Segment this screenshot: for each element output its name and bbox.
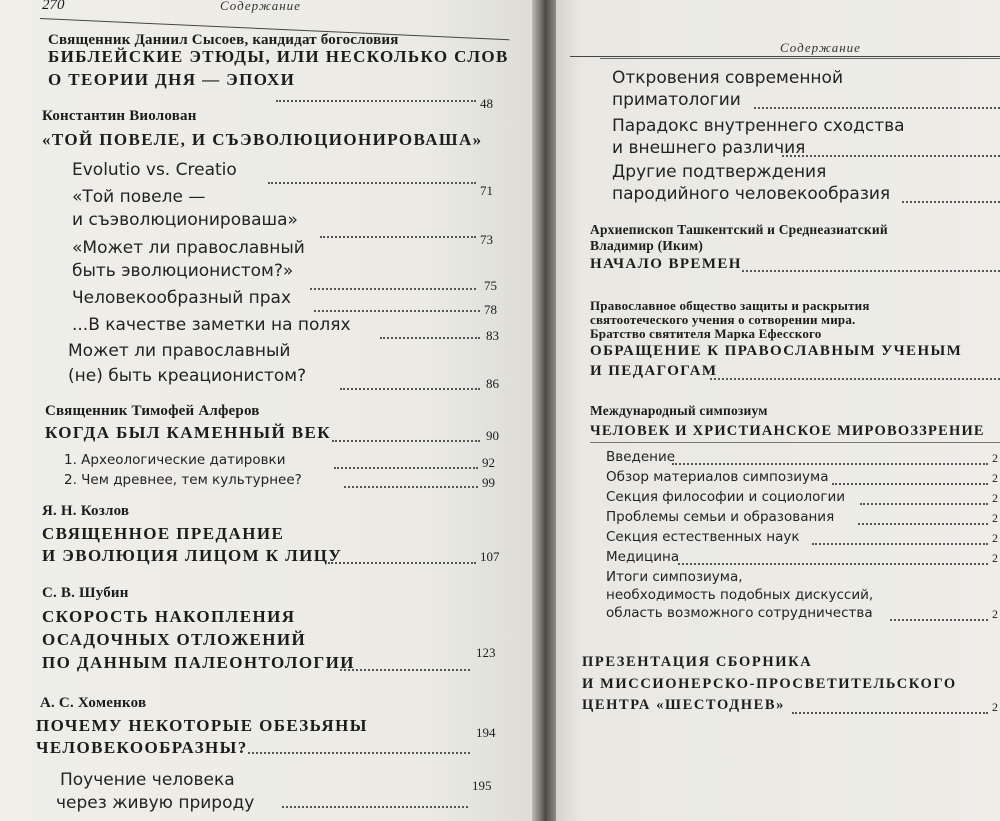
toc-page: 107 — [480, 549, 500, 564]
toc-title-line: И ЭВОЛЮЦИЯ ЛИЦОМ К ЛИЦУ — [42, 546, 343, 565]
leader-dots — [832, 483, 988, 485]
toc-author: Братство святителя Марка Ефесского — [590, 326, 822, 341]
leader-dots — [812, 543, 988, 545]
leader-dots — [328, 562, 476, 564]
toc-subentry: Проблемы семьи и образования — [606, 509, 835, 525]
toc-title-line: ЧЕЛОВЕК И ХРИСТИАНСКОЕ МИРОВОЗЗРЕНИЕ — [590, 423, 985, 439]
toc-title-line: ПОЧЕМУ НЕКОТОРЫЕ ОБЕЗЬЯНЫ — [36, 716, 368, 735]
toc-subentry: «Может ли православный — [72, 238, 305, 258]
toc-author: Константин Виолован — [42, 108, 197, 124]
toc-subentry: 1. Археологические датировки — [64, 452, 286, 468]
page-number: 270 — [42, 0, 65, 13]
toc-subentry: ...В качестве заметки на полях — [72, 315, 351, 335]
toc-page: 71 — [480, 183, 493, 198]
leader-dots — [782, 155, 1000, 157]
book-gutter — [532, 0, 556, 821]
leader-dots — [678, 563, 988, 565]
toc-author: Архиепископ Ташкентский и Среднеазиатский — [590, 222, 888, 237]
toc-title-line: ПРЕЗЕНТАЦИЯ СБОРНИКА — [582, 654, 813, 670]
running-head: Содержание — [220, 0, 301, 13]
toc-subentry: область возможного сотрудничества — [606, 605, 873, 621]
leader-dots — [380, 337, 480, 339]
toc-page: 78 — [484, 302, 497, 317]
toc-subentry: Другие подтверждения — [612, 162, 827, 182]
toc-page: 2 — [992, 511, 998, 525]
leader-dots — [334, 467, 478, 469]
toc-title-line: СВЯЩЕННОЕ ПРЕДАНИЕ — [42, 524, 285, 543]
toc-page: 99 — [482, 475, 495, 490]
toc-subentry: быть эволюционистом?» — [72, 261, 294, 281]
leader-dots — [890, 619, 988, 621]
toc-subentry: Откровения современной — [612, 68, 843, 88]
toc-title-line: ОБРАЩЕНИЕ К ПРАВОСЛАВНЫМ УЧЕНЫМ — [590, 343, 963, 359]
toc-author: Международный симпозиум — [590, 403, 768, 418]
toc-subentry: Может ли православный — [68, 341, 291, 361]
toc-title-line: СКОРОСТЬ НАКОПЛЕНИЯ — [42, 607, 296, 626]
toc-subentry: Evolutio vs. Creatio — [72, 160, 237, 180]
toc-page: 2 — [992, 531, 998, 545]
toc-title-line: ОСАДОЧНЫХ ОТЛОЖЕНИЙ — [42, 630, 307, 649]
toc-subentry: (не) быть креационистом? — [68, 366, 307, 386]
toc-title-line: ЦЕНТРА «ШЕСТОДНЕВ» — [582, 697, 785, 713]
leader-dots — [754, 107, 1000, 109]
toc-title-line: КОГДА БЫЛ КАМЕННЫЙ ВЕК — [45, 423, 331, 442]
leader-dots — [792, 712, 988, 714]
leader-dots — [672, 463, 988, 465]
toc-title-line: ЧЕЛОВЕКООБРАЗНЫ? — [36, 738, 248, 757]
toc-page: 73 — [480, 232, 493, 247]
leader-dots — [276, 100, 476, 102]
toc-page: 2 — [992, 700, 998, 714]
leader-dots — [314, 310, 480, 312]
leader-dots — [742, 270, 1000, 272]
toc-title-line: «ТОЙ ПОВЕЛЕ, И СЪЭВОЛЮЦИОНИРОВАША» — [42, 130, 483, 149]
toc-page: 86 — [486, 376, 499, 391]
toc-page: 2 — [992, 491, 998, 505]
leader-dots — [248, 752, 470, 754]
right-page — [556, 0, 1000, 821]
leader-dots — [310, 288, 476, 290]
toc-subentry: Обзор материалов симпозиума — [606, 469, 829, 485]
toc-subentry: Парадокс внутреннего сходства — [612, 116, 905, 136]
toc-page: 195 — [472, 778, 492, 793]
toc-author: А. С. Хоменков — [40, 695, 147, 711]
toc-subentry: и внешнего различия — [612, 138, 806, 158]
toc-page: 48 — [480, 96, 493, 111]
toc-page: 194 — [476, 725, 496, 740]
toc-title-line: ПО ДАННЫМ ПАЛЕОНТОЛОГИИ — [42, 653, 355, 672]
header-rule — [600, 58, 1000, 59]
toc-page: 2 — [992, 451, 998, 465]
leader-dots — [268, 182, 476, 184]
toc-subentry: необходимость подобных дискуссий, — [606, 587, 874, 603]
leader-dots — [340, 669, 470, 671]
toc-author: Православное общество защиты и раскрытия — [590, 298, 870, 313]
toc-subentry: Поучение человека — [60, 770, 235, 790]
toc-subentry: Введение — [606, 449, 676, 465]
toc-title-line: И ПЕДАГОГАМ — [590, 363, 718, 379]
toc-subentry: через живую природу — [56, 793, 255, 813]
running-head: Содержание — [780, 40, 861, 55]
section-rule — [590, 442, 1000, 443]
toc-title-line: О ТЕОРИИ ДНЯ — ЭПОХИ — [48, 70, 296, 89]
toc-author: Владимир (Иким) — [590, 238, 704, 253]
leader-dots — [332, 440, 480, 442]
toc-subentry: Секция естественных наук — [606, 529, 800, 545]
toc-title-line: БИБЛЕЙСКИЕ ЭТЮДЫ, ИЛИ НЕСКОЛЬКО СЛОВ — [48, 47, 509, 66]
leader-dots — [340, 388, 480, 390]
toc-author: Священник Даниил Сысоев, кандидат богословия — [48, 32, 399, 48]
leader-dots — [344, 486, 478, 488]
toc-title-line: НАЧАЛО ВРЕМЕН — [590, 256, 742, 272]
toc-page: 92 — [482, 455, 495, 470]
header-rule — [570, 56, 1000, 57]
toc-subentry: 2. Чем древнее, тем культурнее? — [64, 472, 302, 488]
toc-author: святоотеческого учения о сотворении мира. — [590, 312, 856, 327]
toc-subentry: Человекообразный прах — [72, 288, 292, 308]
leader-dots — [858, 523, 988, 525]
toc-page: 90 — [486, 428, 499, 443]
leader-dots — [902, 201, 1000, 203]
toc-subentry: Итоги симпозиума, — [606, 569, 743, 585]
leader-dots — [860, 503, 988, 505]
toc-page: 2 — [992, 551, 998, 565]
toc-author: Я. Н. Козлов — [42, 503, 130, 519]
toc-subentry: «Той повеле — — [72, 187, 206, 207]
leader-dots — [282, 806, 468, 808]
toc-page: 2 — [992, 607, 998, 621]
toc-subentry: приматологии — [612, 90, 741, 110]
toc-page: 75 — [484, 278, 497, 293]
toc-page: 123 — [476, 645, 496, 660]
leader-dots — [320, 236, 476, 238]
leader-dots — [710, 378, 1000, 380]
toc-subentry: Медицина — [606, 549, 680, 565]
toc-subentry: и съэволюционироваша» — [72, 210, 298, 230]
toc-title-line: И МИССИОНЕРСКО-ПРОСВЕТИТЕЛЬСКОГО — [582, 676, 957, 692]
toc-page: 83 — [486, 328, 499, 343]
toc-subentry: Секция философии и социологии — [606, 489, 846, 505]
toc-page: 2 — [992, 471, 998, 485]
toc-author: С. В. Шубин — [42, 585, 129, 601]
toc-subentry: пародийного человекообразия — [612, 184, 891, 204]
toc-author: Священник Тимофей Алферов — [45, 403, 260, 419]
